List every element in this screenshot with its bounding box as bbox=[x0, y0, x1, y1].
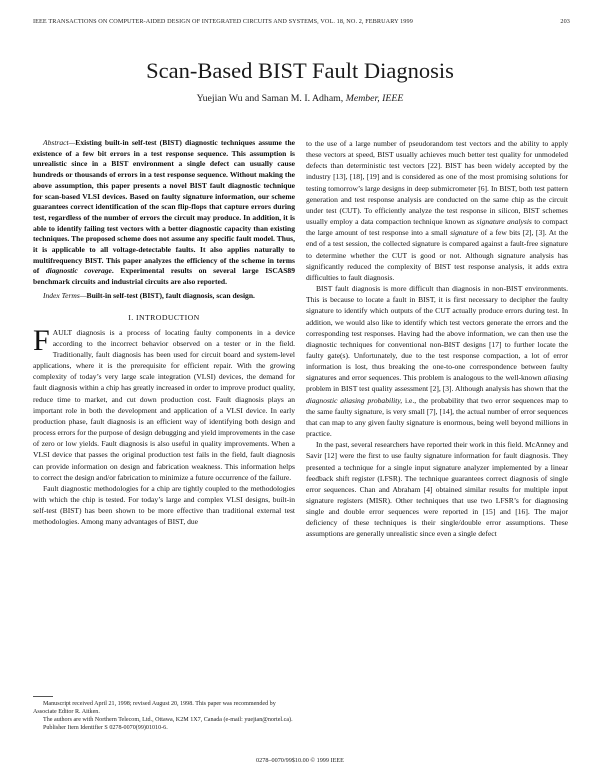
right-column bbox=[306, 138, 568, 540]
abstract bbox=[33, 138, 295, 288]
intro-paragraph-1 bbox=[33, 323, 295, 483]
authors-line bbox=[0, 93, 600, 104]
index-terms-text: Built-in self-test (BIST), fault diagnosis, scan design. bbox=[86, 290, 255, 300]
right-paragraph-3: In the past, several researchers have reported their work in this field. McAnney and Savir [12] were the first to use faulty signature information for fault diagnosis. They presented a technique for a single input signature analyzer implemented by a linear feedback shift register (LFSR). The technique guarantees correct diagnosis of single error sequences. Chan and Abraham [4] obtained similar results for multiple input signature registers (MISR). Other techniques that use two LFSR’s for diagnosing single and double error sequences were reported in [15] and [16]. The major deficiency of these techniques is their single/double error assumptions. These assumptions are generally unrealistic since even a single defect bbox=[306, 440, 568, 539]
footnote-authors: The authors are with Northern Telecom, Ltd., Ottawa, K2M 1X7, Canada (e-mail: yuejian@nortel.ca). bbox=[43, 717, 293, 724]
footnote-manuscript: Manuscript received April 21, 1998; revised August 20, 1998. This paper was recommended by Associate Editor R. Aitken. bbox=[33, 701, 276, 716]
author-names: Yuejian Wu and Saman M. I. Adham, bbox=[196, 93, 344, 104]
footnote-publisher-id: Publisher Item Identifier S 0278-0070(99)01010-6. bbox=[43, 725, 168, 732]
abstract-lead: Abstract— bbox=[43, 138, 76, 147]
right-p2-text-c: i.e., the probability that two error sequences map to the same faulty signature, is very small [7], [14], the actual number of error sequences that can map to any given faulty signature is enormous, being well beyond millions in practice. bbox=[306, 395, 568, 439]
page-number: 203 bbox=[560, 18, 570, 25]
left-column bbox=[33, 138, 295, 528]
right-paragraph-2 bbox=[306, 283, 568, 439]
author-affiliation: Member, IEEE bbox=[345, 93, 404, 104]
right-p1-emphasis-2: signature bbox=[450, 228, 479, 238]
footnote bbox=[33, 700, 295, 732]
right-p2-text-a: BIST fault diagnosis is more difficult than diagnosis in non-BIST environments. This is because to locate a fault in BIST, it is first necessary to decipher the faulty signature to identify which outputs of the CUT actually produce errors during test. In addition, we would also like to identify which test vectors generate the errors and the corresponding test responses. Having had the above information, we can then use the diagnostic techniques for conventional non-BIST designs [17] to further locate the faulty gate(s). Unfortunately, due to the test response compaction, a lot of error information is lost, thus breaking the one-to-one correspondence between faulty signatures and error sequences. This problem is analogous to the well-known bbox=[306, 284, 568, 383]
index-terms bbox=[33, 291, 295, 302]
intro-text-1: AULT diagnosis is a process of locating faulty components in a device according to the incorrect behavior observed on a tester or in the field. Traditionally, fault diagnosis has been used for circuit board and system-level applications, where it is the prerequisite for efficient repair. With the growing complexity of today’s very large scale integration (VLSI) devices, the demand for fault diagnosis within a chip has greatly increased in order to improve product quality, reduce time to market, and cut down production cost. Fault diagnosis plays an important role in both the development and application of a VLSI device. In early production phase, fault diagnosis is an efficient way of identifying both design and process errors for the purpose of design debugging and yield improvements in the case of zero or low yields. Fault diagnosis is also useful in quality improvements. When a VLSI device that passes the original production test fails in the field, fault diagnosis can provide information on design and fabrication weakness. This information helps to correct the design and/or fabrication to minimize a future occurrence of the failure. bbox=[33, 327, 295, 482]
index-terms-lead: Index Terms— bbox=[43, 290, 87, 300]
right-p2-emphasis-1: aliasing bbox=[543, 373, 568, 383]
right-p1-text-c: of a few bits [2], [3]. At the end of a test session, the collected signature is compared against a fault-free signature to determine whether the CUT is good or not. Although signature analysis has significantly reduced the complexity of BIST test response analysis, it adds extra difficulties to fault diagnosis. bbox=[306, 228, 568, 282]
footnote-rule bbox=[33, 696, 53, 697]
right-paragraph-1 bbox=[306, 138, 568, 283]
abstract-text-end: . Experimental results on several large ISCAS89 benchmark circuits and industrial circuits are also reported. bbox=[33, 266, 295, 287]
right-p2-emphasis-2: diagnostic aliasing probability, bbox=[306, 395, 403, 405]
right-p1-text-a: to the use of a large number of pseudorandom test vectors and the ability to apply these vectors at speed, BIST usually achieves much better test quality for unmodeled defects than deterministic test vectors [22]. BIST has been widely accepted by the industry [13], [18], [19] and is considered as one of the most promising solutions for testing tomorrow’s large designs in deep submicrometer [6]. In BIST, both test pattern generation and test response analysis are conducted on the same chip as the circuit under test (CUT). To efficiently analyze the test response in silicon, BIST schemes usually employ a data compaction technique known as bbox=[306, 139, 568, 227]
abstract-emphasis: diagnostic coverage bbox=[45, 266, 112, 276]
right-p2-text-b: problem in BIST test quality assessment [2], [3]. Although analysis has shown that the bbox=[306, 384, 568, 394]
journal-header: IEEE TRANSACTIONS ON COMPUTER-AIDED DESIGN OF INTEGRATED CIRCUITS AND SYSTEMS, VOL. 18, NO. 2, FEBRUARY 1999 bbox=[33, 18, 413, 25]
right-p1-emphasis-1: signature analysis bbox=[476, 217, 532, 227]
drop-cap: F bbox=[33, 323, 50, 357]
copyright-footer: 0278–0070/99$10.00 © 1999 IEEE bbox=[256, 757, 344, 764]
section-heading: I. INTRODUCTION bbox=[128, 312, 200, 322]
abstract-text: Existing built-in self-test (BIST) diagnostic techniques assume the existence of a few bit errors in a test response sequence. This assumption is unrealistic since in a BIST environment a single defect can usually cause hundreds or thousands of errors in a test response sequence. Without making the above assumption, this paper presents a novel BIST fault diagnostic technique for scan-based VLSI devices. Based on faulty signature information, our scheme guarantees correct identification of the scan flip-flops that capture errors during test, regardless of the number of errors the circuit may produce. In addition, it is able to identify failing test vectors with a better diagnostic capacity than existing techniques. The proposed scheme does not assume any specific fault model. Thus, it is applicable to all voltage-detectable faults. It also applies naturally to multifrequency BIST. This paper analyzes the efficiency of the scheme in terms of bbox=[33, 138, 295, 276]
right-p1-text-b: to compact the large amount of test response into a small bbox=[306, 217, 568, 238]
paper-title: Scan-Based BIST Fault Diagnosis bbox=[146, 58, 454, 83]
running-header bbox=[33, 18, 570, 28]
intro-paragraph-2: Fault diagnostic methodologies for a chip are tightly coupled to the methodologies with which the chip is tested. For today’s large and complex VLSI designs, built-in self-test (BIST) has been shown to be more effective than traditional external test methodologies. Among many advantages of BIST, due bbox=[33, 483, 295, 527]
